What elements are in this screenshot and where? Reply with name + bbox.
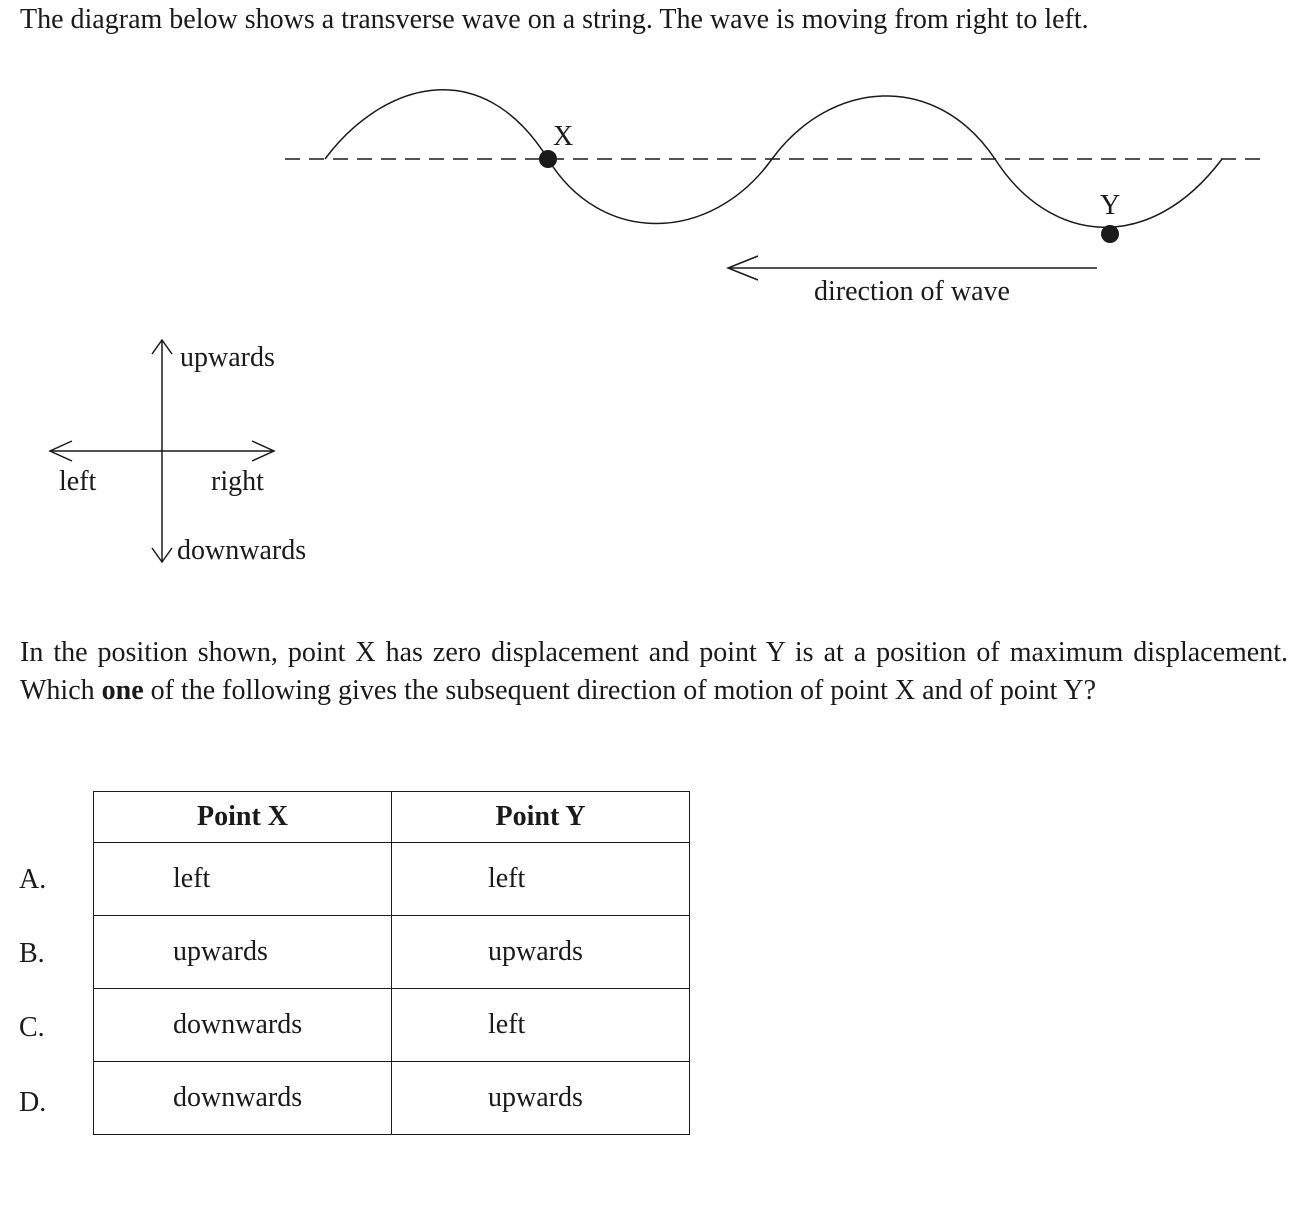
cell-x: downwards xyxy=(94,1062,392,1135)
cell-x: upwards xyxy=(94,916,392,989)
question-part2: of the following gives the subsequent direction of motion of point X and of point Y? xyxy=(143,675,1096,706)
cell-y: upwards xyxy=(392,916,690,989)
cell-x: downwards xyxy=(94,989,392,1062)
option-b-letter: B. xyxy=(19,938,45,969)
table-row xyxy=(94,989,690,1062)
option-c-letter: C. xyxy=(19,1012,45,1043)
header-point-y: Point Y xyxy=(392,792,690,843)
option-d-letter: D. xyxy=(19,1087,47,1118)
table-header-row xyxy=(94,792,690,843)
compass-left-label: left xyxy=(59,466,97,497)
question-text xyxy=(20,634,1288,710)
table-row xyxy=(94,1062,690,1135)
intro-text: The diagram below shows a transverse wave on a string. The wave is moving from right to left. xyxy=(20,4,1089,35)
question-part1: In the position shown, point X has zero displacement and point Y is at a position of maximum displacement. Which xyxy=(20,637,1288,706)
option-a-letter: A. xyxy=(19,864,47,895)
wave-diagram xyxy=(0,0,1303,600)
point-x-dot xyxy=(539,150,557,168)
point-y-label: Y xyxy=(1100,190,1121,221)
compass-cross xyxy=(50,340,274,562)
header-point-x: Point X xyxy=(94,792,392,843)
direction-label: direction of wave xyxy=(814,276,1010,307)
cell-y: upwards xyxy=(392,1062,690,1135)
cell-y: left xyxy=(392,843,690,916)
compass-right-label: right xyxy=(211,466,264,497)
point-y-dot xyxy=(1101,225,1119,243)
compass-down-label: downwards xyxy=(177,535,307,566)
table-row xyxy=(94,843,690,916)
question-bold-one: one xyxy=(101,675,144,706)
cell-x: left xyxy=(94,843,392,916)
compass-up-label: upwards xyxy=(180,342,275,373)
answer-table xyxy=(93,791,690,1135)
table-row xyxy=(94,916,690,989)
cell-y: left xyxy=(392,989,690,1062)
point-x-label: X xyxy=(553,121,574,152)
